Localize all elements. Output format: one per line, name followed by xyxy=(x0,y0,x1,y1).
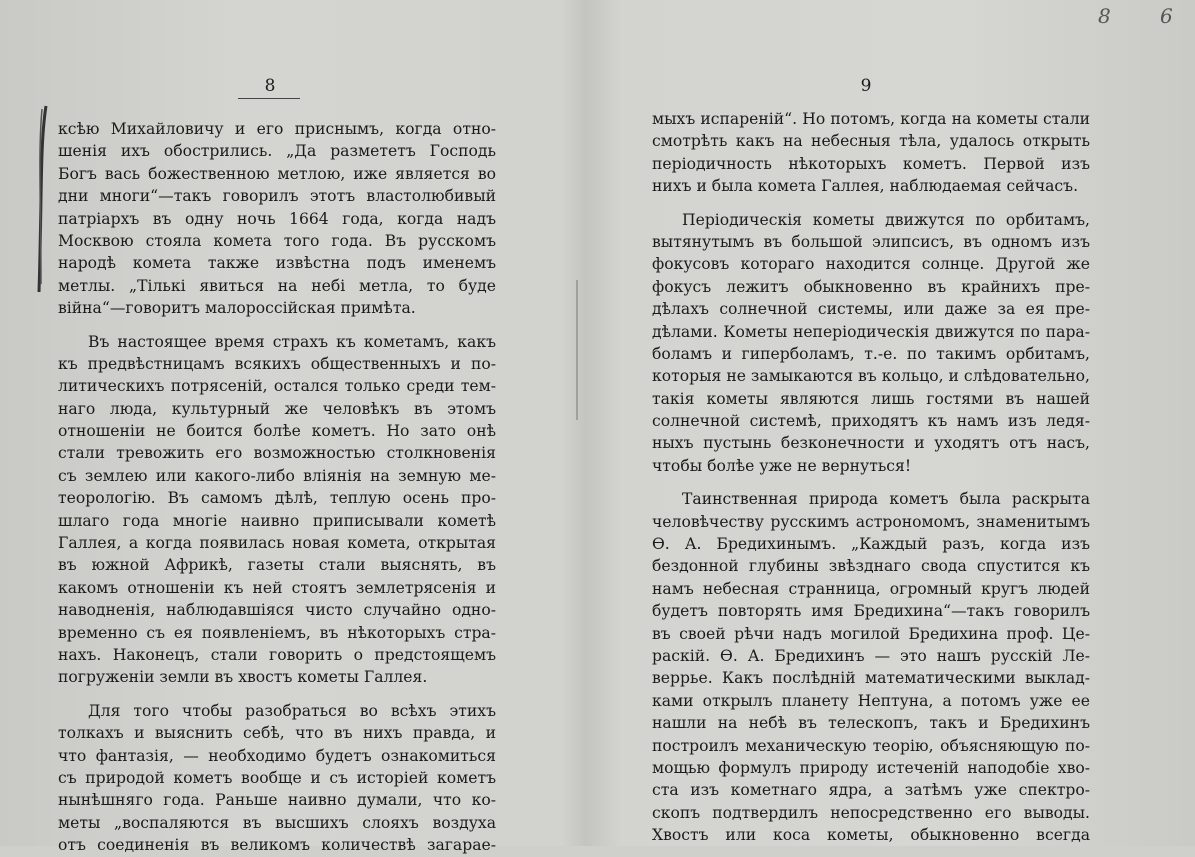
pencil-note-left: 8 xyxy=(1098,4,1111,28)
text-line: стали тревожить его возможностью столкновенія xyxy=(58,444,496,463)
text-line: ныхъ пустынь безконечности и уходятъ отъ насъ, xyxy=(652,434,1090,453)
text-line: какомъ отношеніи къ ней стоятъ землетрясенія и xyxy=(58,578,496,597)
right-page xyxy=(600,0,1195,846)
text-line: мыхъ испареній“. Но потомъ, когда на кометы стали xyxy=(652,110,1090,128)
text-line: меты „воспаляются въ высшихъ слояхъ воздуха xyxy=(58,813,496,832)
text-line: толкахъ и выяснить себѣ, что въ нихъ правда, и xyxy=(58,724,496,743)
paragraph-gap xyxy=(58,320,496,331)
text-line: дѣлами. Кометы неперіодическія движутся по пара- xyxy=(652,322,1090,341)
page-number: 8 xyxy=(264,76,276,96)
text-line: війна“—говоритъ малороссійская примѣта. xyxy=(58,299,416,318)
text-line: раскій. Ѳ. А. Бредихинъ — это нашъ русскій Ле- xyxy=(652,646,1090,665)
text-line: отъ соединенія въ великомъ количествѣ загарае- xyxy=(58,836,496,855)
text-line: бездонной глубины звѣзднаго свода спустится къ xyxy=(652,557,1090,576)
text-line: построилъ механическую теорію, объясняющую по- xyxy=(652,736,1090,755)
text-line: погруженіи земли въ хвостъ кометы Галлея. xyxy=(58,668,428,687)
text-line: къ предвѣстницамъ всякихъ общественныхъ и по- xyxy=(58,354,496,373)
text-line: нашли на небѣ въ телескопъ, такъ и Бредихинъ xyxy=(652,714,1090,733)
binding-fold xyxy=(574,280,580,420)
text-line: шенія ихъ обострились. „Да размететъ Господь xyxy=(58,142,496,161)
text-line: ста изъ кометнаго ядра, а затѣмъ уже спектро- xyxy=(652,781,1090,800)
text-line: Въ настоящее время страхъ къ кометамъ, какъ xyxy=(88,332,496,351)
text-line: скопъ подтвердилъ непосредственно его выводы. xyxy=(652,803,1090,822)
text-line: чтобы болѣе уже не вернуться! xyxy=(652,456,912,475)
text-line: Богъ вась божественною метлою, иже является во xyxy=(58,164,496,183)
text-line: намъ небесная странница, огромный кругъ людей xyxy=(652,579,1090,598)
text-line: которыя не замыкаются въ кольцо, и слѣдовательно, xyxy=(652,367,1090,386)
text-line: литическихъ потрясеній, остался только среди тем- xyxy=(58,377,496,396)
text-line: съ природой кометъ вообще и съ исторіей кометъ xyxy=(58,768,496,787)
text-line: смотрѣть какъ на небесныя тѣла, удалось открыть xyxy=(652,132,1090,151)
paragraph-gap xyxy=(652,477,1090,488)
text-line: мощью формулъ природу истеченій наподобіе хво- xyxy=(652,758,1090,777)
text-line: Ѳ. А. Бредихинымъ. „Каждый разъ, когда изъ xyxy=(652,535,1090,554)
text-line: человѣчеству русскимъ астрономомъ, знаменитымъ xyxy=(652,512,1090,531)
page-text xyxy=(652,108,1090,847)
text-line: Періодическія кометы движутся по орбитамъ, xyxy=(682,210,1090,229)
text-line: съ землею или какого-либо вліянія на земную ме- xyxy=(58,466,496,485)
text-line: боламъ и гиперболамъ, т.-е. по такимъ орбитамъ, xyxy=(652,344,1090,363)
text-line: нахъ. Наконецъ, стали говорить о предстоящемъ xyxy=(58,645,496,664)
text-line: періодичность нѣкоторыхъ кометъ. Первой изъ xyxy=(652,154,1090,173)
left-page xyxy=(0,0,560,855)
text-line: временно съ ея появленіемъ, въ нѣкоторыхъ стра- xyxy=(58,623,496,642)
text-line: такія кометы являются лишь гостями въ нашей xyxy=(652,389,1090,408)
text-line: дни многи“—такъ говорилъ этотъ властолюбивый xyxy=(58,187,496,206)
text-line: что фантазія, — необходимо будетъ ознакомиться xyxy=(58,746,496,765)
text-line: въ своей рѣчи надъ могилой Бредихина проф. Це- xyxy=(652,624,1090,643)
text-line: Хвостъ или коса кометы, обыкновенно всегда xyxy=(652,826,1090,845)
text-line: фокусовъ котораго находится солнце. Другой же xyxy=(652,255,1090,274)
text-line: дѣлахъ солнечной системы, или даже за ея пре- xyxy=(652,300,1090,319)
pencil-note-right: 6 xyxy=(1160,4,1173,28)
text-line: Таинственная природа кометъ была раскрыта xyxy=(682,490,1090,509)
text-line: въ южной Африкѣ, газеты стали выяснять, въ xyxy=(58,556,496,575)
text-line: будетъ повторять имя Бредихина“—такъ говорилъ xyxy=(652,602,1090,621)
text-line: вытянутымъ въ большой элипсисъ, въ одномъ изъ xyxy=(652,232,1090,251)
page-number: 9 xyxy=(860,76,872,96)
text-line: народѣ комета также извѣстна подъ именемъ xyxy=(58,254,496,273)
text-line: Москвою стояла комета того года. Въ русскомъ xyxy=(58,231,496,250)
text-line: теорологію. Въ самомъ дѣлѣ, теплую осень про- xyxy=(58,489,496,508)
text-line: ками открылъ планету Нептуна, а потомъ уже ее xyxy=(652,691,1090,710)
text-line: солнечной системѣ, приходятъ къ намъ изъ ледя- xyxy=(652,412,1090,431)
text-line: метлы. „Тількі явиться на небі метла, то буде xyxy=(58,276,496,295)
page-number-rule xyxy=(238,98,300,99)
text-line: ксѣю Михайловичу и его приснымъ, когда отно- xyxy=(58,120,496,138)
text-line: шлаго года многіе наивно приписывали кометѣ xyxy=(58,511,496,530)
text-line: патріархъ въ одну ночь 1664 года, когда надъ xyxy=(58,209,496,228)
paragraph-gap xyxy=(652,198,1090,209)
text-line: наводненія, наблюдавшіяся чисто случайно одно- xyxy=(58,601,496,620)
paragraph-gap xyxy=(58,689,496,700)
text-line: Галлея, а когда появилась новая комета, открытая xyxy=(58,534,496,553)
text-line: фокусъ лежитъ обыкновенно въ крайнихъ пре- xyxy=(652,277,1090,296)
text-line: веррье. Какъ послѣдній математическими выклад- xyxy=(652,669,1090,688)
text-line: отношеніи не боится болѣе кометъ. Но зато онѣ xyxy=(58,422,496,441)
page-text xyxy=(58,118,496,857)
text-line: Для того чтобы разобраться во всѣхъ этихъ xyxy=(88,701,496,720)
text-line: наго люда, культурный же человѣкъ въ этомъ xyxy=(58,399,496,418)
text-line: нынѣшняго года. Раньше наивно думали, что ко- xyxy=(58,791,496,810)
text-line: нихъ и была комета Галлея, наблюдаемая сейчасъ. xyxy=(652,177,1079,196)
